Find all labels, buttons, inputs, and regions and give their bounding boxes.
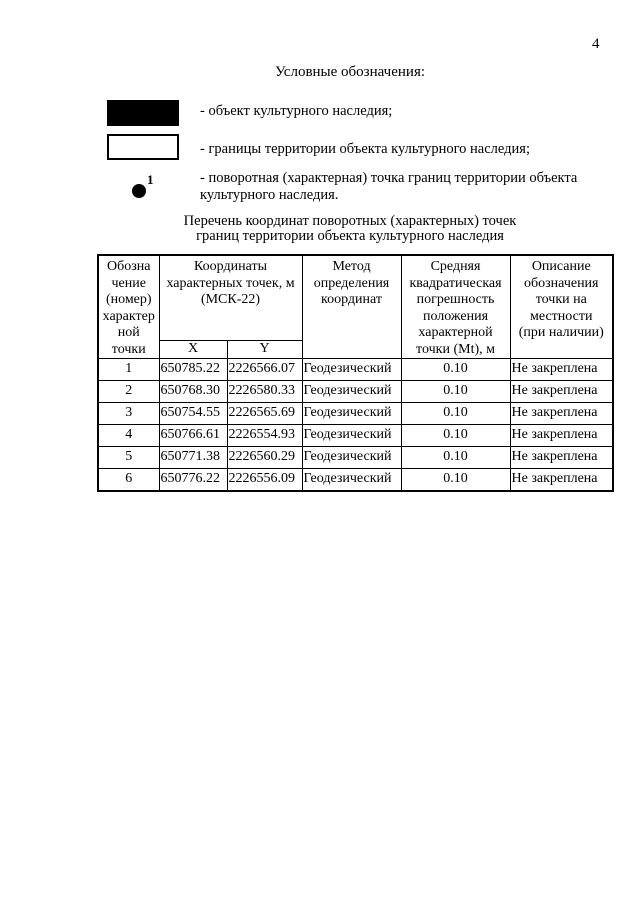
cell-number: 6: [98, 469, 159, 492]
header-designation-line: чение: [111, 275, 146, 291]
cell-method: Геодезический: [302, 425, 401, 447]
filled-rect-icon: [107, 100, 179, 126]
cell-x: 650754.55: [159, 403, 227, 425]
header-error-line: положения: [422, 308, 489, 324]
legend-item-heritage-object: - объект культурного наследия;: [200, 103, 393, 119]
cell-description: Не закреплена: [510, 359, 613, 381]
header-y: Y: [227, 341, 302, 359]
cell-description: Не закреплена: [510, 381, 613, 403]
outline-rect-icon: [107, 134, 179, 160]
cell-error: 0.10: [401, 447, 510, 469]
header-coordinates-line: Координаты: [194, 259, 267, 274]
table-row: [98, 403, 613, 425]
table-title: [0, 214, 640, 244]
table-row: [98, 447, 613, 469]
cell-method: Геодезический: [302, 447, 401, 469]
header-coordinates-line: характерных точек, м: [166, 275, 295, 291]
table-row: [98, 359, 613, 381]
cell-number: 4: [98, 425, 159, 447]
cell-description: Не закреплена: [510, 403, 613, 425]
header-method: [302, 255, 401, 359]
cell-x: 650785.22: [159, 359, 227, 381]
header-coordinates-line: (МСК-22): [200, 292, 261, 307]
header-description-line: Описание: [531, 259, 591, 274]
header-x: X: [159, 341, 227, 359]
header-error-line: точки (Mt), м: [416, 341, 495, 357]
cell-number: 3: [98, 403, 159, 425]
header-designation-line: точки: [111, 341, 146, 357]
cell-y: 2226560.29: [227, 447, 302, 469]
header-error-line: Средняя: [430, 259, 481, 274]
cell-y: 2226566.07: [227, 359, 302, 381]
header-description-line: (при наличии): [518, 325, 604, 340]
table-row: [98, 381, 613, 403]
cell-y: 2226556.09: [227, 469, 302, 492]
coordinates-table: [97, 254, 614, 492]
header-method-line: Метод: [332, 259, 371, 274]
header-designation-line: ной: [117, 325, 140, 340]
header-method-line: координат: [321, 292, 382, 307]
header-description-line: точки на: [535, 292, 587, 307]
header-error-line: квадратическая: [409, 275, 502, 291]
legend-item-turning-point: - поворотная (характерная) точка границ территории объекта культурного наследия.: [200, 170, 578, 203]
header-error: [401, 255, 510, 359]
header-coordinates: [159, 255, 302, 341]
table-title-line2: границ территории объекта культурного наследия: [196, 228, 504, 244]
header-description-line: обозначения: [524, 275, 599, 291]
table-title-line1: Перечень координат поворотных (характерных) точек: [183, 213, 517, 229]
header-error-line: погрешность: [416, 292, 495, 307]
table-row: [98, 425, 613, 447]
cell-description: Не закреплена: [510, 469, 613, 492]
cell-x: 650768.30: [159, 381, 227, 403]
cell-error: 0.10: [401, 359, 510, 381]
legend-item-territory-boundary: - границы территории объекта культурного наследия;: [200, 141, 530, 157]
header-designation: [98, 255, 159, 359]
cell-y: 2226565.69: [227, 403, 302, 425]
cell-method: Геодезический: [302, 359, 401, 381]
cell-number: 5: [98, 447, 159, 469]
header-description: [510, 255, 613, 359]
cell-method: Геодезический: [302, 469, 401, 492]
header-error-line: характерной: [418, 325, 493, 340]
header-method-line: определения: [313, 275, 390, 291]
cell-error: 0.10: [401, 403, 510, 425]
cell-method: Геодезический: [302, 381, 401, 403]
cell-number: 2: [98, 381, 159, 403]
cell-y: 2226554.93: [227, 425, 302, 447]
page-number: 4: [592, 36, 600, 52]
cell-x: 650766.61: [159, 425, 227, 447]
cell-x: 650771.38: [159, 447, 227, 469]
table-header-row: [98, 255, 613, 341]
point-marker-label: 1: [147, 172, 154, 187]
point-marker-icon: [132, 184, 146, 198]
header-designation-line: (номер): [105, 292, 152, 307]
table-row: [98, 469, 613, 492]
cell-y: 2226580.33: [227, 381, 302, 403]
cell-error: 0.10: [401, 381, 510, 403]
header-description-line: местности: [530, 308, 593, 324]
cell-number: 1: [98, 359, 159, 381]
cell-error: 0.10: [401, 425, 510, 447]
cell-error: 0.10: [401, 469, 510, 492]
cell-x: 650776.22: [159, 469, 227, 492]
legend-title: Условные обозначения:: [274, 64, 426, 80]
header-designation-line: характер: [102, 308, 155, 324]
cell-description: Не закреплена: [510, 447, 613, 469]
cell-method: Геодезический: [302, 403, 401, 425]
cell-description: Не закреплена: [510, 425, 613, 447]
header-designation-line: Обозна: [107, 259, 151, 274]
table-body: [98, 359, 613, 492]
